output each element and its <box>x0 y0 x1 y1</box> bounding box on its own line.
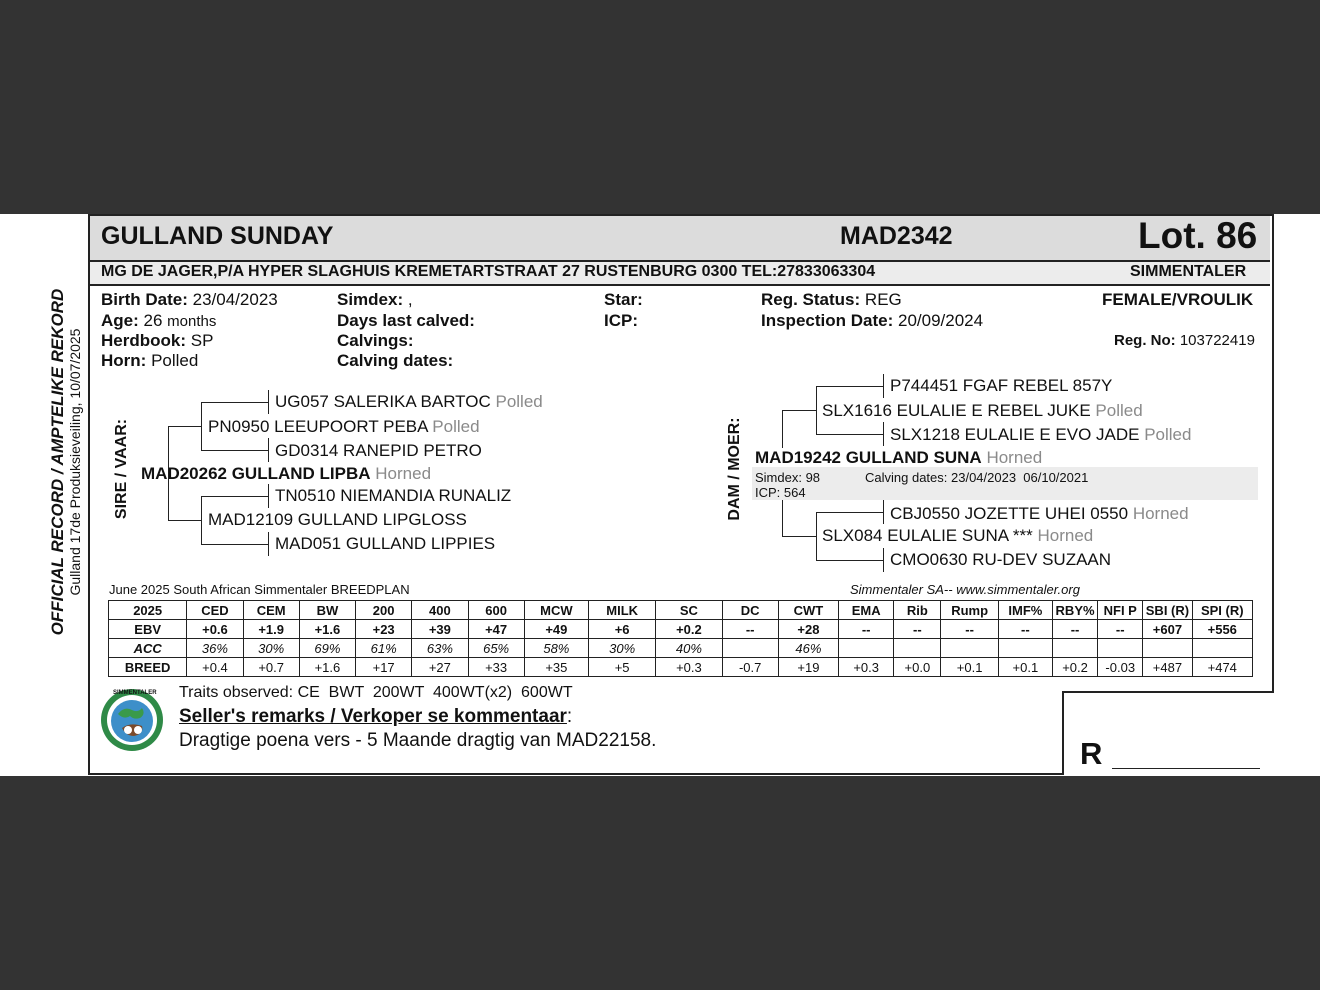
sd-bracket-vertical <box>201 496 202 544</box>
sellers-remarks-heading: Seller's remarks / Verkoper se kommentaar: <box>179 706 573 727</box>
sire-dam-dam: MAD051 GULLAND LIPPIES <box>275 534 496 553</box>
breed-row-cell: +474 <box>1192 658 1252 677</box>
ss-bracket-bottom <box>201 450 268 451</box>
breed-row-cell: +0.3 <box>839 658 894 677</box>
acc-row-cell: 58% <box>524 639 588 658</box>
sire-sire: PN0950 LEEUPOORT PEBA Polled <box>208 417 480 436</box>
ebv-row-cell: -- <box>998 620 1052 639</box>
dam-simdex: Simdex: 98 <box>755 470 821 485</box>
logo-text: SIMMENTALER <box>113 690 157 696</box>
ebv-table <box>108 600 1253 677</box>
sds-tick <box>268 484 269 508</box>
ebv-header-row-cell: SBI (R) <box>1143 601 1192 620</box>
ebv-row-cell: -- <box>839 620 894 639</box>
breed-row-cell: +0.7 <box>243 658 299 677</box>
sire-dam: MAD12109 GULLAND LIPGLOSS <box>208 510 467 529</box>
sellers-remarks: Dragtige poena vers - 5 Maande dragtig van MAD22158. <box>179 730 657 751</box>
herdbook: Herdbook: SP <box>101 331 214 350</box>
sd-bracket-bottom <box>201 544 268 545</box>
breed-label: SIMMENTALER <box>1130 263 1247 280</box>
ds-bracket-top <box>816 386 883 387</box>
sex-label: FEMALE/VROULIK <box>1102 290 1254 309</box>
ss-bracket-top <box>201 402 268 403</box>
acc-row-cell <box>1143 639 1192 658</box>
ebv-header-row-cell: RBY% <box>1052 601 1097 620</box>
dsd-tick <box>883 422 884 446</box>
dam-lower-h <box>782 536 816 537</box>
breedplan-caption: June 2025 South African Simmentaler BREEDPLAN <box>109 582 410 597</box>
ss-bracket-vertical <box>201 402 202 450</box>
sire-bracket-top <box>168 426 201 427</box>
icp: ICP: <box>604 311 638 330</box>
simmentaler-logo <box>100 688 164 752</box>
sale-label: Gulland 17de Produksieveiling, 10/07/2025 <box>67 328 83 596</box>
breedplan-website: Simmentaler SA-- www.simmentaler.org <box>850 582 1080 597</box>
ddd-tick <box>883 548 884 572</box>
sire-dam-sire: TN0510 NIEMANDIA RUNALIZ <box>275 486 512 505</box>
ebv-row-cell: +556 <box>1192 620 1252 639</box>
acc-row-cell: 46% <box>778 639 838 658</box>
acc-row-cell <box>839 639 894 658</box>
sire: MAD20262 GULLAND LIPBA Horned <box>141 464 432 483</box>
ebv-row-cell: EBV <box>109 620 187 639</box>
acc-row-cell <box>894 639 941 658</box>
acc-row-cell: 61% <box>356 639 412 658</box>
dd-bracket-vertical <box>816 512 817 560</box>
breed-row-cell: +0.3 <box>656 658 722 677</box>
breed-row-cell: +0.1 <box>941 658 998 677</box>
acc-row-cell: 30% <box>243 639 299 658</box>
ebv-row-cell: -- <box>894 620 941 639</box>
acc-row-cell: 63% <box>412 639 468 658</box>
dam-dam-dam: CMO0630 RU-DEV SUZAAN <box>890 550 1112 569</box>
calvings: Calvings: <box>337 331 414 350</box>
sire-label: SIRE / VAAR: <box>113 418 130 520</box>
acc-row-cell <box>722 639 778 658</box>
dam-dam: SLX084 EULALIE SUNA *** Horned <box>822 526 1094 545</box>
acc-row-cell <box>1098 639 1143 658</box>
breed-row-cell: +5 <box>589 658 656 677</box>
ebv-header-row-cell: MCW <box>524 601 588 620</box>
ebv-header-row <box>109 601 1253 620</box>
dam-label: DAM / MOER: <box>726 417 743 521</box>
animal-id: MAD2342 <box>840 222 953 250</box>
ebv-header-row-cell: 200 <box>356 601 412 620</box>
dam-lower-vertical <box>782 498 783 536</box>
sire-bracket-bottom <box>168 520 201 521</box>
ebv-header-row-cell: CEM <box>243 601 299 620</box>
dss-tick <box>883 374 884 398</box>
acc-row-cell <box>941 639 998 658</box>
acc-row-cell <box>1192 639 1252 658</box>
breed-row-cell: +35 <box>524 658 588 677</box>
acc-row-cell <box>998 639 1052 658</box>
acc-row-cell: 40% <box>656 639 722 658</box>
breed-row <box>109 658 1253 677</box>
breed-row-cell: +0.1 <box>998 658 1052 677</box>
ds-bracket-vertical <box>816 386 817 434</box>
dd-bracket-bottom <box>816 560 883 561</box>
dam-calving-dates: Calving dates: 23/04/2023 06/10/2021 <box>865 470 1089 485</box>
dd-bracket-top <box>816 512 883 513</box>
ebv-header-row-cell: 2025 <box>109 601 187 620</box>
ebv-row-cell: +0.2 <box>656 620 722 639</box>
r-label: R <box>1080 736 1103 771</box>
horn: Horn: Polled <box>101 351 199 370</box>
age: Age: 26 months <box>101 311 217 330</box>
days-last-calved: Days last calved: <box>337 311 475 330</box>
ebv-header-row-cell: CWT <box>778 601 838 620</box>
dam-dam-sire: CBJ0550 JOZETTE UHEI 0550 Horned <box>890 504 1189 523</box>
breed-row-cell: BREED <box>109 658 187 677</box>
ds-bracket-bottom <box>816 434 883 435</box>
birth-date: Birth Date: 23/04/2023 <box>101 290 278 309</box>
breed-row-cell: +27 <box>412 658 468 677</box>
ebv-row-cell: -- <box>1052 620 1097 639</box>
r-box-top <box>1062 691 1272 693</box>
simdex: Simdex: , <box>337 290 413 309</box>
catalogue-card <box>0 214 1320 776</box>
sss-tick <box>268 390 269 414</box>
breed-row-cell: +19 <box>778 658 838 677</box>
breed-row-cell: +33 <box>468 658 524 677</box>
ebv-row-cell: -- <box>1098 620 1143 639</box>
dam-upper-h <box>782 410 816 411</box>
ebv-header-row-cell: MILK <box>589 601 656 620</box>
r-signature-line <box>1112 768 1260 769</box>
ebv-header-row-cell: 400 <box>412 601 468 620</box>
breed-row-cell: +1.6 <box>299 658 355 677</box>
sire-sire-dam: GD0314 RANEPID PETRO <box>275 441 482 460</box>
ebv-header-row-cell: Rib <box>894 601 941 620</box>
official-record-label: OFFICIAL RECORD / AMPTELIKE REKORD <box>48 288 67 636</box>
sire-sire-sire: UG057 SALERIKA BARTOC Polled <box>275 392 543 411</box>
dam-sire-sire: P744451 FGAF REBEL 857Y <box>890 376 1113 395</box>
breed-row-cell: -0.03 <box>1098 658 1143 677</box>
reg-status: Reg. Status: REG <box>761 290 902 309</box>
ebv-header-row-cell: 600 <box>468 601 524 620</box>
ebv-row-cell: +39 <box>412 620 468 639</box>
owner-line: MG DE JAGER,P/A HYPER SLAGHUIS KREMETARTSTRAAT 27 RUSTENBURG 0300 TEL:27833063304 <box>101 263 876 280</box>
dam-sire: SLX1616 EULALIE E REBEL JUKE Polled <box>822 401 1143 420</box>
breed-row-cell: +17 <box>356 658 412 677</box>
acc-row-cell: 65% <box>468 639 524 658</box>
ebv-header-row-cell: SC <box>656 601 722 620</box>
ebv-row-cell: +0.6 <box>187 620 243 639</box>
ebv-row-cell: +607 <box>1143 620 1192 639</box>
sd-bracket-top <box>201 496 268 497</box>
sdd-tick <box>268 532 269 556</box>
ebv-row-cell: +47 <box>468 620 524 639</box>
ebv-header-row-cell: Rump <box>941 601 998 620</box>
ssd-tick <box>268 438 269 462</box>
ebv-header-row-cell: NFI P <box>1098 601 1143 620</box>
ebv-row-cell: +49 <box>524 620 588 639</box>
ebv-row-cell: +1.9 <box>243 620 299 639</box>
ebv-row-cell: +28 <box>778 620 838 639</box>
inspection-date: Inspection Date: 20/09/2024 <box>761 311 984 330</box>
globe-cattle-logo-icon <box>100 688 164 752</box>
acc-row-cell: ACC <box>109 639 187 658</box>
dds-tick <box>883 500 884 524</box>
acc-row-cell: 30% <box>589 639 656 658</box>
ebv-row <box>109 620 1253 639</box>
ebv-header-row-cell: BW <box>299 601 355 620</box>
breed-row-cell: +0.4 <box>187 658 243 677</box>
dam-sire-dam: SLX1218 EULALIE E EVO JADE Polled <box>890 425 1192 444</box>
acc-row-cell <box>1052 639 1097 658</box>
breed-row-cell: +487 <box>1143 658 1192 677</box>
star: Star: <box>604 290 643 309</box>
animal-name: GULLAND SUNDAY <box>101 222 334 250</box>
r-box-left <box>1062 691 1064 775</box>
ebv-row-cell: -- <box>722 620 778 639</box>
ebv-row-cell: +6 <box>589 620 656 639</box>
acc-row <box>109 639 1253 658</box>
traits-observed: Traits observed: CE BWT 200WT 400WT(x2) 600WT <box>179 684 573 701</box>
ebv-row-cell: +23 <box>356 620 412 639</box>
breed-row-cell: -0.7 <box>722 658 778 677</box>
acc-row-cell: 36% <box>187 639 243 658</box>
ebv-header-row-cell: SPI (R) <box>1192 601 1252 620</box>
ebv-row-cell: -- <box>941 620 998 639</box>
calving-dates: Calving dates: <box>337 351 454 370</box>
ebv-header-row-cell: IMF% <box>998 601 1052 620</box>
breed-row-cell: +0.2 <box>1052 658 1097 677</box>
dam: MAD19242 GULLAND SUNA Horned <box>755 448 1043 467</box>
ebv-header-row-cell: CED <box>187 601 243 620</box>
ebv-row-cell: +1.6 <box>299 620 355 639</box>
lot-number: Lot. 86 <box>1138 215 1258 256</box>
ebv-header-row-cell: DC <box>722 601 778 620</box>
dam-icp: ICP: 564 <box>755 485 806 500</box>
reg-no: Reg. No: 103722419 <box>1114 332 1255 349</box>
card-left-border-lower <box>88 691 90 775</box>
dam-upper-vertical <box>782 410 783 448</box>
card-bottom-border <box>88 773 1064 775</box>
acc-row-cell: 69% <box>299 639 355 658</box>
ebv-header-row-cell: EMA <box>839 601 894 620</box>
breed-row-cell: +0.0 <box>894 658 941 677</box>
